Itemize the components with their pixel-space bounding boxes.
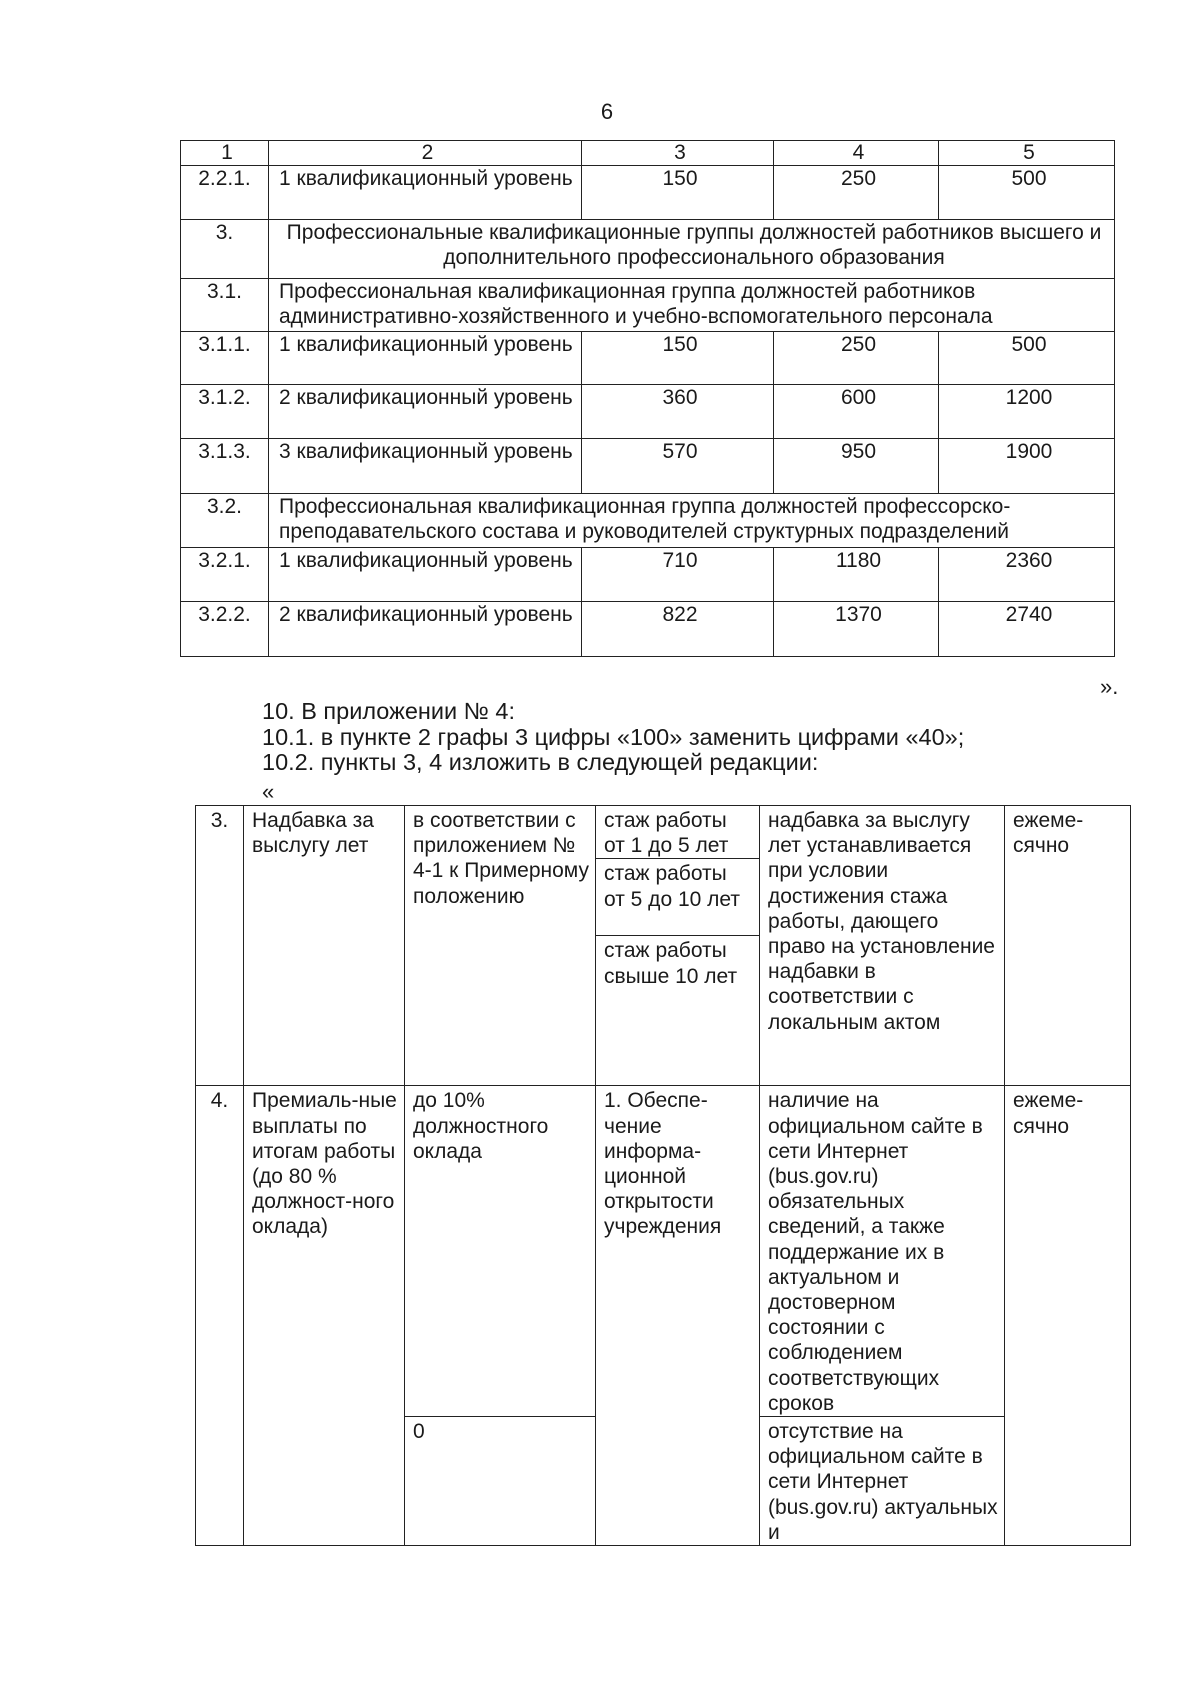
row-name: 3 квалификационный уровень — [269, 439, 582, 494]
value-cell: 570 — [582, 439, 774, 494]
group-title: Профессиональные квалификационные группы должностей работников высшего и дополнительного профессионального образования — [269, 220, 1115, 279]
row-code: 3.2.2. — [181, 602, 269, 657]
value-cell: 360 — [582, 385, 774, 439]
row-name: 1 квалификационный уровень — [269, 166, 582, 220]
period-cell: ежеме-сячно — [1005, 1086, 1131, 1546]
table-row — [181, 166, 1115, 220]
value-cell: 500 — [939, 166, 1115, 220]
table-row — [196, 1086, 1131, 1417]
closing-quote: ». — [1100, 674, 1119, 699]
value-cell: 150 — [582, 332, 774, 385]
condition-cell: надбавка за выслугу лет устанавливается при условии достижения стажа работы, дающего право на установление надбавки в соответствии с локальным актом — [760, 806, 1005, 1086]
value-cell: 1900 — [939, 439, 1115, 494]
value-cell: 2360 — [939, 548, 1115, 602]
group-title: Профессиональная квалификационная группа должностей профессорско-преподавательского состава и руководителей структурных подразделений — [269, 494, 1115, 548]
table-group-row — [181, 220, 1115, 279]
table-row — [196, 806, 1131, 859]
table-row — [181, 332, 1115, 385]
value-cell: 250 — [774, 332, 939, 385]
condition-cell: наличие на официальном сайте в сети Интернет (bus.gov.ru) обязательных сведений, а также поддержание их в актуальном и достоверном состоянии с соблюдением соответствующих сроков — [760, 1086, 1005, 1417]
value-cell: 250 — [774, 166, 939, 220]
row-number: 3. — [196, 806, 244, 1086]
payment-basis: в соответствии с приложением № 4-1 к Примерному положению — [405, 806, 596, 1086]
row-code: 3.2.1. — [181, 548, 269, 602]
row-code: 3.1.3. — [181, 439, 269, 494]
paragraph: 10.2. пункты 3, 4 изложить в следующей редакции: — [262, 749, 819, 775]
bonus-table — [195, 805, 1131, 1546]
value-cell: 710 — [582, 548, 774, 602]
table-row — [181, 385, 1115, 439]
paragraph: 10. В приложении № 4: — [262, 698, 515, 724]
row-code: 3.1.1. — [181, 332, 269, 385]
header-cell: 5 — [939, 141, 1115, 166]
table-group-row — [181, 279, 1115, 332]
paragraph: 10.1. в пункте 2 графы 3 цифры «100» заменить цифрами «40»; — [262, 723, 965, 750]
header-cell: 2 — [269, 141, 582, 166]
value-cell: 950 — [774, 439, 939, 494]
criterion-cell: стаж работы от 5 до 10 лет — [596, 859, 760, 936]
value-cell: 2740 — [939, 602, 1115, 657]
table-row — [181, 602, 1115, 657]
row-name: 2 квалификационный уровень — [269, 385, 582, 439]
value-cell: 1180 — [774, 548, 939, 602]
value-cell: 600 — [774, 385, 939, 439]
payment-name: Надбавка за выслугу лет — [244, 806, 405, 1086]
salary-table — [180, 140, 1115, 657]
payment-amount: 0 — [405, 1417, 596, 1546]
table-header-row — [181, 141, 1115, 166]
row-name: 2 квалификационный уровень — [269, 602, 582, 657]
value-cell: 1370 — [774, 602, 939, 657]
header-cell: 1 — [181, 141, 269, 166]
row-code: 3.1.2. — [181, 385, 269, 439]
row-name: 1 квалификационный уровень — [269, 332, 582, 385]
row-code: 2.2.1. — [181, 166, 269, 220]
condition-cell: отсутствие на официальном сайте в сети Интернет (bus.gov.ru) актуальных и — [760, 1417, 1005, 1546]
header-cell: 4 — [774, 141, 939, 166]
row-number: 4. — [196, 1086, 244, 1546]
table-row — [181, 439, 1115, 494]
value-cell: 500 — [939, 332, 1115, 385]
row-code: 3. — [181, 220, 269, 279]
value-cell: 822 — [582, 602, 774, 657]
opening-quote: « — [262, 779, 275, 804]
payment-name: Премиаль-ные выплаты по итогам работы (до 80 % должност-ного оклада) — [244, 1086, 405, 1546]
row-name: 1 квалификационный уровень — [269, 548, 582, 602]
page-number: 6 — [600, 99, 614, 124]
period-cell: ежеме-сячно — [1005, 806, 1131, 1086]
table-row — [181, 548, 1115, 602]
amendment-text — [262, 699, 964, 776]
criterion-cell: стаж работы свыше 10 лет — [596, 936, 760, 1086]
value-cell: 1200 — [939, 385, 1115, 439]
payment-amount: до 10% должностного оклада — [405, 1086, 596, 1417]
table-group-row — [181, 494, 1115, 548]
criterion-cell: стаж работы от 1 до 5 лет — [596, 806, 760, 859]
group-title: Профессиональная квалификационная группа должностей работников административно-хозяйственного и учебно-вспомогательного персонала — [269, 279, 1115, 332]
row-code: 3.1. — [181, 279, 269, 332]
criterion-cell: 1. Обеспе-чение информа-ционной открытости учреждения — [596, 1086, 760, 1546]
header-cell: 3 — [582, 141, 774, 166]
value-cell: 150 — [582, 166, 774, 220]
row-code: 3.2. — [181, 494, 269, 548]
